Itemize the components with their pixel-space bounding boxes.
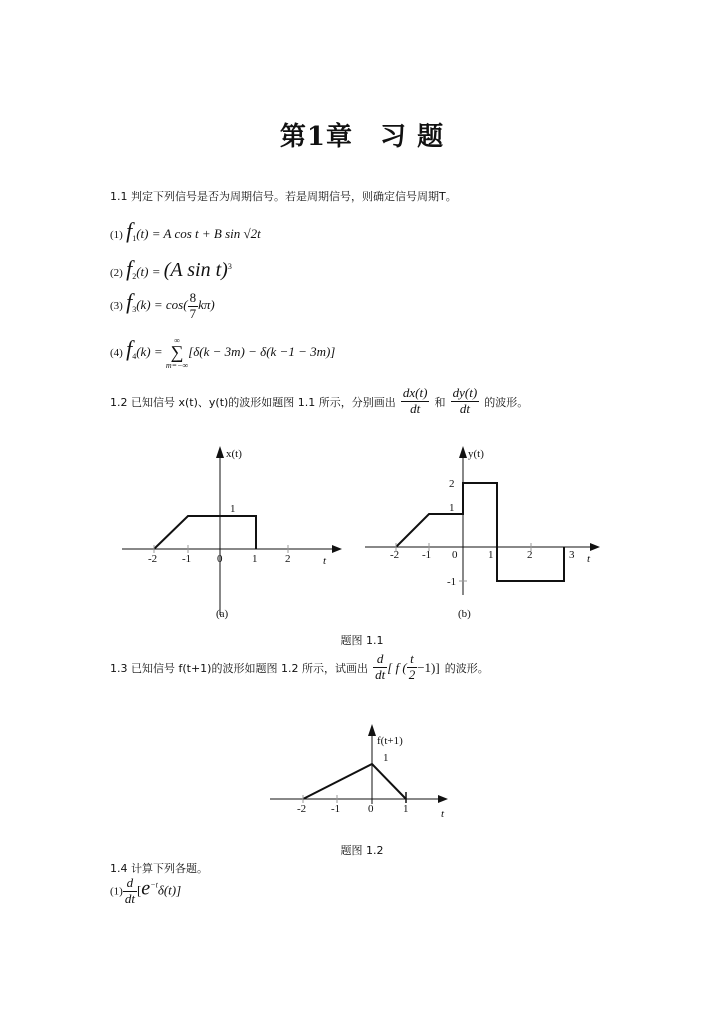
q4-lbr: [: [136, 882, 142, 898]
question-1-1-text: 1.1 判定下列信号是否为周期信号。若是周期信号，则确定信号周期T。: [110, 190, 457, 203]
tick-label: 1: [403, 803, 409, 815]
level-label: 1: [230, 503, 236, 515]
tick-label: 1: [252, 553, 258, 565]
x-axis-arrow: [332, 545, 342, 553]
figure-1-2-caption: 题图 1.2: [340, 844, 384, 857]
q2-pre: 1.2 已知信号 x(t)、y(t)的波形如题图 1.1 所示，分别画出: [110, 395, 396, 409]
q2-frac-dx: [401, 386, 430, 417]
y-waveform: [396, 483, 564, 581]
page-title: 第1章 习 题: [279, 122, 445, 152]
y-axis-label: y(t): [468, 448, 484, 460]
q1-item-1-num: (1): [110, 229, 123, 241]
level-label: 1: [383, 752, 389, 764]
tick-label: 2: [527, 549, 533, 561]
q1-item-1-f: f: [126, 218, 133, 243]
q3-t-num: t: [407, 652, 418, 668]
level-label: 1: [449, 502, 455, 514]
q3-post: 的波形。: [444, 661, 489, 675]
q4-item-1-num: (1): [110, 885, 123, 898]
figure-1-1-caption: 题图 1.1: [340, 634, 384, 647]
level-label: -1: [447, 576, 457, 588]
tick-label: -2: [297, 803, 307, 815]
q1-item-1-expr: (t) = A cos t + B sin √2t: [136, 226, 261, 241]
q3-t-den: 2: [408, 666, 416, 682]
level-label: 2: [449, 478, 455, 490]
q4-item-1: [110, 876, 181, 907]
x-axis-arrow: [590, 543, 600, 551]
q3-pre: 1.3 已知信号 f(t+1)的波形如题图 1.2 所示，试画出: [110, 661, 368, 675]
q2-frac1-num: dx(t): [402, 385, 428, 400]
q4-frac-d: [123, 876, 137, 907]
q4-e: e: [141, 877, 151, 900]
q4-exp: −t: [150, 880, 158, 890]
tick-label: 2: [285, 553, 291, 565]
q4-d-den: dt: [124, 890, 135, 906]
q1-item-4-sum-top: ∞: [174, 335, 180, 345]
figure-1-1-b: [355, 440, 615, 630]
q1-item-2-expr: (A sin t): [163, 259, 228, 281]
subfigure-label: (a): [216, 608, 229, 620]
x-axis-label: t: [587, 553, 591, 565]
x-axis-label: t: [441, 808, 445, 820]
q3-d-num: d: [373, 652, 387, 668]
sum-symbol: ∑: [170, 342, 184, 363]
q1-item-3-sub: 3: [132, 305, 137, 314]
tick-label: 0: [368, 803, 374, 815]
q1-item-3: [110, 289, 215, 321]
q2-frac2-num: dy(t): [452, 385, 478, 400]
y-axis-arrow: [368, 724, 376, 736]
q2-frac1-den: dt: [410, 400, 421, 416]
q1-item-2-lhs: (t) =: [136, 264, 161, 279]
q1-item-4-num: (4): [110, 347, 123, 359]
figure-1-1-a: [110, 440, 350, 630]
q2-frac-dy: [451, 386, 480, 417]
q1-item-3-frac-den: 7: [189, 305, 197, 321]
q3-d-den: dt: [375, 666, 386, 682]
tick-label: -1: [422, 549, 432, 561]
q2-mid: 和: [434, 395, 446, 409]
q4-rest: δ(t)]: [157, 882, 182, 898]
q3-frac-d: [373, 652, 387, 683]
y-axis-arrow: [459, 446, 467, 458]
q1-item-3-f: f: [126, 289, 133, 314]
q1-item-2-pow: 3: [227, 262, 232, 271]
q1-item-4-lhs: (k) =: [136, 344, 163, 359]
q1-item-3-frac: [188, 291, 199, 322]
q1-item-2-num: (2): [110, 267, 123, 279]
tick-label: -2: [390, 549, 400, 561]
q1-item-3-num: (3): [110, 300, 123, 312]
tick-label: 0: [217, 553, 223, 565]
q1-item-2-sub: 2: [132, 272, 137, 281]
tick-label: -2: [148, 553, 158, 565]
q1-item-3-lhs: (k) = cos(: [136, 297, 188, 312]
x-waveform: [154, 516, 256, 549]
q1-item-4-f: f: [126, 336, 133, 361]
y-axis-label: x(t): [226, 448, 242, 460]
q2-frac2-den: dt: [459, 400, 470, 416]
q3-rbr: −1)]: [417, 659, 440, 675]
q3-frac-t: [407, 652, 418, 683]
subfigure-label: (b): [458, 608, 471, 620]
tick-label: 3: [569, 549, 575, 561]
f-waveform: [303, 764, 406, 799]
x-axis-arrow: [438, 795, 448, 803]
question-1-3: [110, 652, 489, 683]
q1-item-4-sub: 4: [132, 352, 137, 361]
y-axis-arrow: [216, 446, 224, 458]
q1-item-1-sub: 1: [132, 234, 137, 243]
q1-item-4: [110, 336, 335, 369]
figure-1-2: [260, 720, 470, 825]
question-1-2: [110, 386, 528, 417]
tick-label: -1: [182, 553, 192, 565]
q1-item-4-sum-bot: m=−∞: [165, 360, 189, 370]
q1-item-4-sum: [166, 337, 188, 369]
q1-item-2: [110, 256, 232, 282]
tick-label: 0: [452, 549, 458, 561]
tick-label: -1: [331, 803, 341, 815]
question-1-4-text: 1.4 计算下列各题。: [110, 862, 208, 875]
q1-item-1: [110, 218, 261, 244]
tick-label: 1: [488, 549, 494, 561]
q1-item-3-rhs: kπ): [198, 297, 215, 312]
q1-item-3-frac-num: 8: [189, 289, 197, 305]
x-axis-label: t: [323, 555, 327, 567]
q1-item-2-f: f: [126, 256, 133, 281]
q1-item-4-rhs: [δ(k − 3m) − δ(k −1 − 3m)]: [188, 344, 336, 359]
q3-lbr: [ f (: [387, 659, 407, 675]
q4-d-num: d: [123, 876, 137, 892]
q2-post: 的波形。: [484, 395, 529, 409]
y-axis-label: f(t+1): [377, 735, 403, 747]
